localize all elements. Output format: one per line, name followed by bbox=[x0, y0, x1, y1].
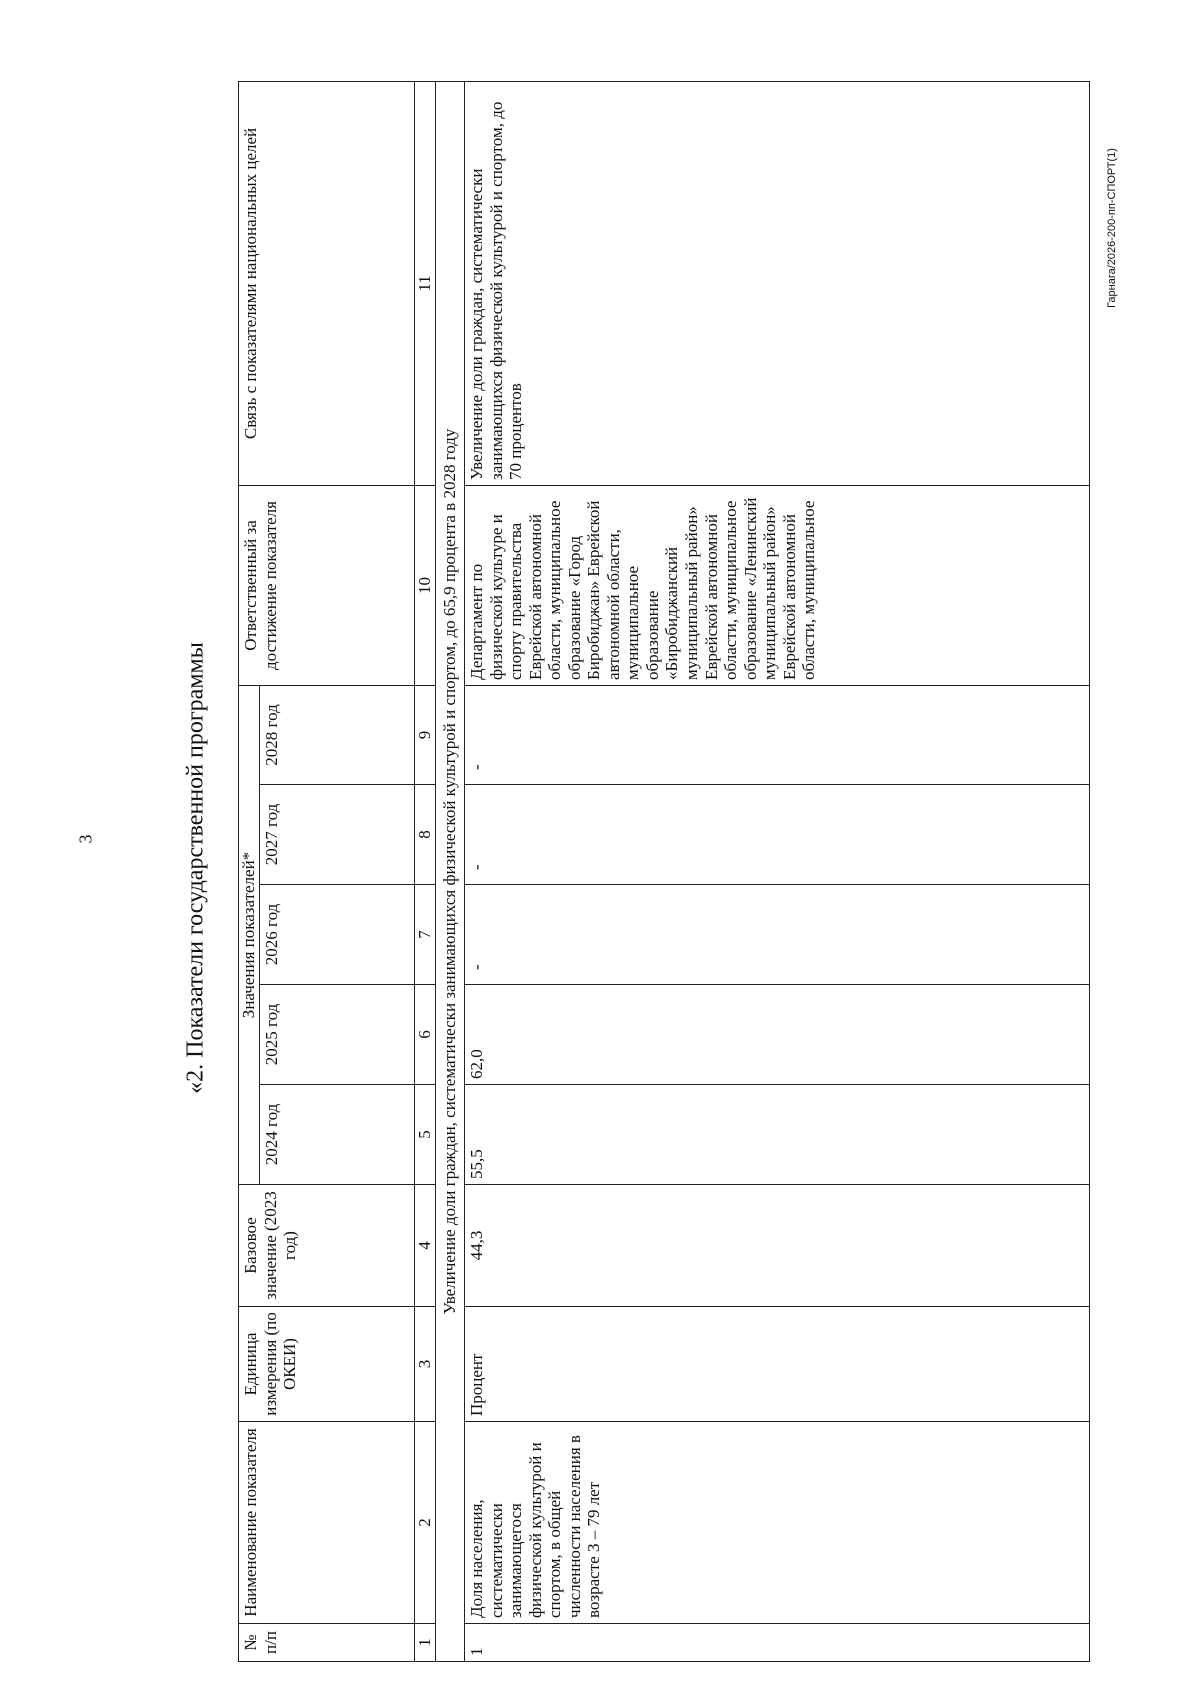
row-value-2025: 62,0 bbox=[465, 985, 1090, 1085]
header-responsible: Ответственный за достижение показателя bbox=[239, 485, 415, 685]
header-2024: 2024 год bbox=[260, 1085, 415, 1185]
column-number: 1 bbox=[415, 1624, 436, 1662]
row-base-value: 44,3 bbox=[465, 1185, 1090, 1307]
indicators-table bbox=[238, 81, 1090, 1662]
row-num: 1 bbox=[465, 1624, 1090, 1662]
column-number: 5 bbox=[415, 1085, 436, 1185]
header-base: Базовое значение (2023 год) bbox=[239, 1185, 415, 1307]
table-row bbox=[465, 81, 1090, 1661]
goal-text: Увеличение доли граждан, систематически занимающихся физической культурой и спортом, до 65,9 процента в 2028 году bbox=[436, 81, 465, 1661]
header-name: Наименование показателя bbox=[239, 1422, 415, 1624]
header-2027: 2027 год bbox=[260, 785, 415, 885]
goal-row bbox=[436, 81, 465, 1661]
indicators-table-wrapper bbox=[238, 82, 1090, 1662]
header-link: Связь с показателями национальных целей bbox=[239, 81, 415, 485]
page-number: 3 bbox=[75, 834, 96, 844]
row-value-2028: - bbox=[465, 685, 1090, 784]
header-unit: Единица измерения (по ОКЕИ) bbox=[239, 1307, 415, 1422]
column-number: 2 bbox=[415, 1422, 436, 1624]
column-number: 4 bbox=[415, 1185, 436, 1307]
column-numbers-row bbox=[415, 81, 436, 1661]
column-number: 8 bbox=[415, 785, 436, 885]
header-2026: 2026 год bbox=[260, 885, 415, 985]
row-responsible: Департамент по физической культуре и спорту правительства Еврейской автономной области, муниципальное образование «Город Биробиджан» Еврейской автономной области, муниципальное образование «Биробиджанский муниципальный район» Еврейской автономной области, муниципальное образование «Ленинский муниципальный район» Еврейской автономной области, муниципальное bbox=[465, 485, 1090, 685]
row-value-2026: - bbox=[465, 885, 1090, 985]
column-number: 11 bbox=[415, 81, 436, 485]
row-value-2027: - bbox=[465, 785, 1090, 885]
header-row-1 bbox=[239, 81, 260, 1661]
header-num: № п/п bbox=[239, 1624, 415, 1662]
header-2025: 2025 год bbox=[260, 985, 415, 1085]
document-code: Гарнага/2026-200-пп-СПОРТ(1) bbox=[1106, 148, 1118, 308]
header-2028: 2028 год bbox=[260, 685, 415, 784]
header-values-group: Значения показателей* bbox=[239, 685, 260, 1184]
column-number: 10 bbox=[415, 485, 436, 685]
column-number: 3 bbox=[415, 1307, 436, 1422]
row-national-goal-link: Увеличение доли граждан, систематически занимающихся физической культурой и спортом, до 70 процентов bbox=[465, 81, 1090, 485]
row-indicator-name: Доля населения, систематически занимающегося физической культурой и спортом, в общей численности населения в возрасте 3 – 79 лет bbox=[465, 1422, 1090, 1624]
column-number: 7 bbox=[415, 885, 436, 985]
row-unit: Процент bbox=[465, 1307, 1090, 1422]
row-value-2024: 55,5 bbox=[465, 1085, 1090, 1185]
column-number: 9 bbox=[415, 685, 436, 784]
column-number: 6 bbox=[415, 985, 436, 1085]
section-title: «2. Показатели государственной программы bbox=[182, 642, 209, 1094]
